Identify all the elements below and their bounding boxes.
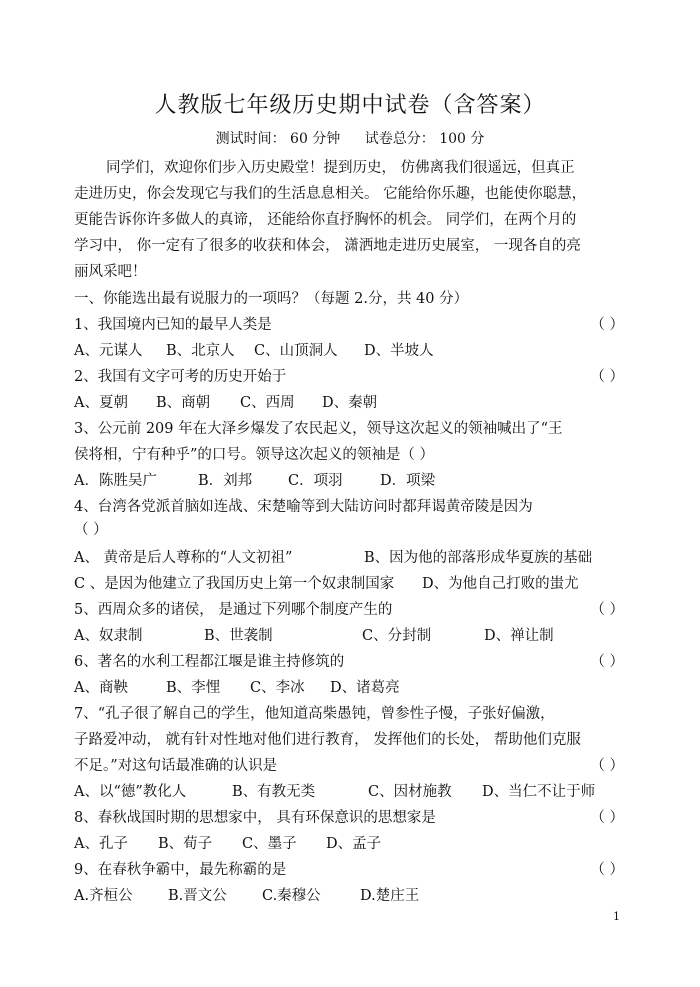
option: C、因材施教 xyxy=(368,784,452,800)
option: A．陈胜吴广 xyxy=(74,473,157,489)
total-score: 试卷总分： 100 分 xyxy=(364,131,485,147)
question-5-options xyxy=(74,624,634,645)
option: B．刘邦 xyxy=(198,473,253,489)
question-1: 1、我国境内已知的最早人类是 xyxy=(74,317,272,333)
option: C、西周 xyxy=(240,395,295,411)
option: D、为他自己打败的蚩尤 xyxy=(422,576,579,592)
answer-blank: （ ） xyxy=(590,317,624,333)
question-4-options-row2 xyxy=(74,572,634,593)
answer-blank: （ ） xyxy=(74,522,108,538)
question-4-options-row1 xyxy=(74,546,634,567)
option: C、山顶洞人 xyxy=(254,343,338,359)
option: C、李冰 xyxy=(250,680,305,696)
question-6: 6、著名的水利工程都江堰是谁主持修筑的 xyxy=(74,654,345,670)
question-3-cont: 侯将相，宁有种乎”的口号。领导这次起义的领袖是（ ） xyxy=(74,447,435,463)
option: B、商朝 xyxy=(156,395,211,411)
question-9: 9、在春秋争霸中，最先称霸的是 xyxy=(74,862,287,878)
option: C.秦穆公 xyxy=(262,888,321,904)
question-3: 3、公元前 209 年在大泽乡爆发了农民起义，领导这次起义的领袖喊出了“王 xyxy=(74,421,563,437)
option: D、半坡人 xyxy=(364,343,434,359)
option: B、世袭制 xyxy=(204,628,273,644)
question-7-cont: 子路爱冲动， 就有针对性地对他们进行教育， 发挥他们的长处， 帮助他们克服 xyxy=(74,732,581,748)
option: D、禅让制 xyxy=(484,628,554,644)
answer-blank: （ ） xyxy=(590,602,624,618)
option: A、商鞅 xyxy=(74,680,128,696)
option: C、墨子 xyxy=(242,836,297,852)
option: A、以“德”教化人 xyxy=(74,784,187,800)
question-7-options xyxy=(74,780,634,801)
exam-meta xyxy=(0,128,700,148)
option: C、分封制 xyxy=(362,628,432,644)
question-8-options xyxy=(74,832,634,853)
answer-blank: （ ） xyxy=(590,369,624,385)
question-7-cont: 不足。”对这句话最准确的认识是 xyxy=(74,758,278,774)
question-8: 8、春秋战国时期的思想家中， 具有环保意识的思想家是 xyxy=(74,810,436,826)
option: D、秦朝 xyxy=(322,395,378,411)
intro-line: 走进历史，你会发现它与我们的生活息息相关。 它能给你乐趣，也能使你聪慧， xyxy=(74,186,587,202)
option: A、 黄帝是后人尊称的“人文初祖” xyxy=(74,550,293,566)
question-2: 2、我国有文字可考的历史开始于 xyxy=(74,369,287,385)
question-9-options xyxy=(74,884,634,905)
intro-line: 丽风采吧！ xyxy=(74,264,147,280)
answer-blank: （ ） xyxy=(590,758,624,774)
option: A、奴隶制 xyxy=(74,628,143,644)
question-7: 7、“孔子很了解自己的学生，他知道高柴愚钝，曾参性子慢，子张好偏激， xyxy=(74,706,555,722)
answer-blank: （ ） xyxy=(590,862,624,878)
option: B、北京人 xyxy=(166,343,235,359)
option: B、有教无类 xyxy=(232,784,316,800)
option: D、当仁不让于师 xyxy=(482,784,596,800)
intro-line: 更能告诉你许多做人的真谛， 还能给你直抒胸怀的机会。 同学们，在两个月的 xyxy=(74,212,577,228)
option: D.楚庄王 xyxy=(360,888,420,904)
option: D．项梁 xyxy=(380,473,436,489)
option: D、孟子 xyxy=(326,836,382,852)
page-title: 人教版七年级历史期中试卷（含答案） xyxy=(154,93,546,118)
page-number: 1 xyxy=(613,910,620,923)
option: B、荀子 xyxy=(158,836,213,852)
option: A、孔子 xyxy=(74,836,128,852)
section-heading: 一、你能选出最有说服力的一项吗？（每题 2.分，共 40 分） xyxy=(74,291,469,307)
answer-blank: （ ） xyxy=(590,810,624,826)
option: A、元谋人 xyxy=(74,343,143,359)
test-time: 测试时间： 60 分钟 xyxy=(215,131,341,147)
question-3-options xyxy=(74,469,634,490)
option: B、李悝 xyxy=(166,680,221,696)
question-4: 4、台湾各党派首脑如连战、宋楚喻等到大陆访问时都拜谒黄帝陵是因为 xyxy=(74,499,533,515)
option: D、诸葛亮 xyxy=(330,680,400,696)
option: B、因为他的部落形成华夏族的基础 xyxy=(364,550,593,566)
option: A.齐桓公 xyxy=(74,888,133,904)
question-5: 5、西周众多的诸侯， 是通过下列哪个制度产生的 xyxy=(74,602,393,618)
question-6-options xyxy=(74,676,634,697)
question-2-options xyxy=(74,391,634,412)
option: C．项羽 xyxy=(288,473,343,489)
intro-line: 同学们，欢迎你们步入历史殿堂！提到历史， 仿佛离我们很遥远，但真正 xyxy=(106,160,575,176)
option: A、夏朝 xyxy=(74,395,128,411)
answer-blank: （ ） xyxy=(590,654,624,670)
option: B.晋文公 xyxy=(168,888,227,904)
option: C 、是因为他建立了我国历史上第一个奴隶制国家 xyxy=(74,576,395,592)
intro-line: 学习中， 你一定有了很多的收获和体会， 潇洒地走进历史展室， 一现各自的亮 xyxy=(74,238,581,254)
question-1-options xyxy=(74,339,634,360)
